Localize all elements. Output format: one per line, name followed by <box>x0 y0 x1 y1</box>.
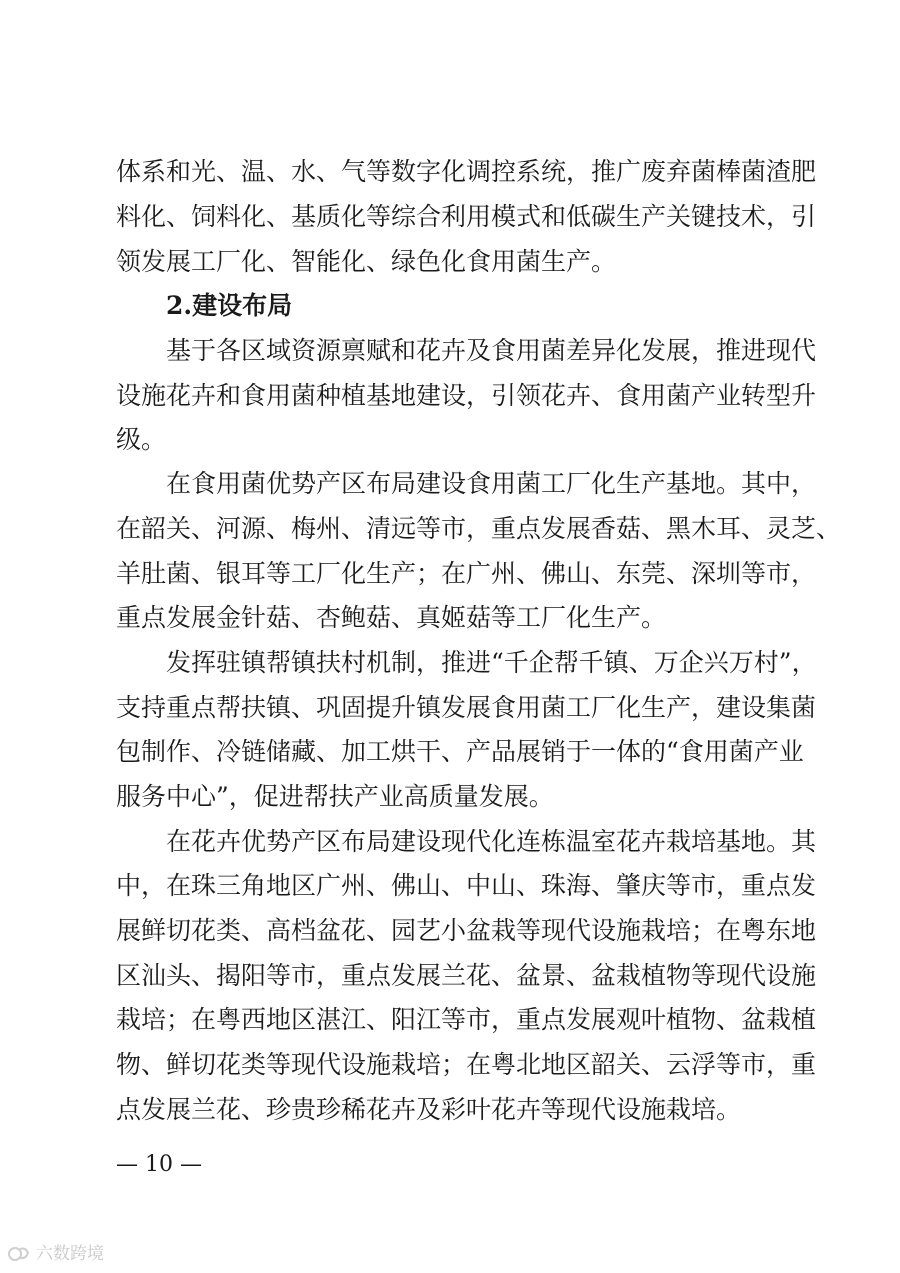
text-line: 区汕头、揭阳等市，重点发展兰花、盆景、盆栽植物等现代设施 <box>116 961 817 990</box>
watermark-text: 六数跨境 <box>36 1244 104 1264</box>
section-heading: 2.建设布局 <box>166 291 293 320</box>
text-line: 羊肚菌、银耳等工厂化生产；在广州、佛山、东莞、深圳等市， <box>116 559 817 588</box>
text-line: 中，在珠三角地区广州、佛山、中山、珠海、肇庆等市，重点发 <box>116 871 817 900</box>
text-line: 发挥驻镇帮镇扶村机制，推进“千企帮千镇、万企兴万村”， <box>166 648 817 677</box>
watermark <box>8 1243 104 1265</box>
text-line: 展鲜切花类、高档盆花、园艺小盆栽等现代设施栽培；在粤东地 <box>116 916 817 945</box>
text-line: 体系和光、温、水、气等数字化调控系统，推广废弃菌棒菌渣肥 <box>116 157 817 186</box>
text-line: 服务中心”，促进帮扶产业高质量发展。 <box>116 782 554 811</box>
text-line: 料化、饲料化、基质化等综合利用模式和低碳生产关键技术，引 <box>116 202 817 231</box>
page-number: — 10 — <box>116 1152 202 1177</box>
text-line: 点发展兰花、珍贵珍稀花卉及彩叶花卉等现代设施栽培。 <box>116 1095 742 1124</box>
text-line: 级。 <box>116 425 167 454</box>
text-line: 重点发展金针菇、杏鲍菇、真姬菇等工厂化生产。 <box>116 603 667 632</box>
text-line: 领发展工厂化、智能化、绿色化食用菌生产。 <box>116 247 617 276</box>
text-line: 支持重点帮扶镇、巩固提升镇发展食用菌工厂化生产，建设集菌 <box>116 693 817 722</box>
text-line: 包制作、冷链储藏、加工烘干、产品展销于一体的“食用菌产业 <box>116 737 804 766</box>
text-line: 在食用菌优势产区布局建设食用菌工厂化生产基地。其中， <box>166 469 817 498</box>
text-line: 设施花卉和食用菌种植基地建设，引领花卉、食用菌产业转型升 <box>116 381 817 410</box>
text-line: 在花卉优势产区布局建设现代化连栋温室花卉栽培基地。其 <box>166 827 817 856</box>
text-line: 栽培；在粤西地区湛江、阳江等市，重点发展观叶植物、盆栽植 <box>116 1005 817 1034</box>
text-line: 物、鲜切花类等现代设施栽培；在粤北地区韶关、云浮等市，重 <box>116 1050 817 1079</box>
text-line: 基于各区域资源禀赋和花卉及食用菌差异化发展，推进现代 <box>166 336 817 365</box>
watermark-logo-icon <box>8 1245 30 1263</box>
text-line: 在韶关、河源、梅州、清远等市，重点发展香菇、黑木耳、灵芝、 <box>116 514 842 543</box>
